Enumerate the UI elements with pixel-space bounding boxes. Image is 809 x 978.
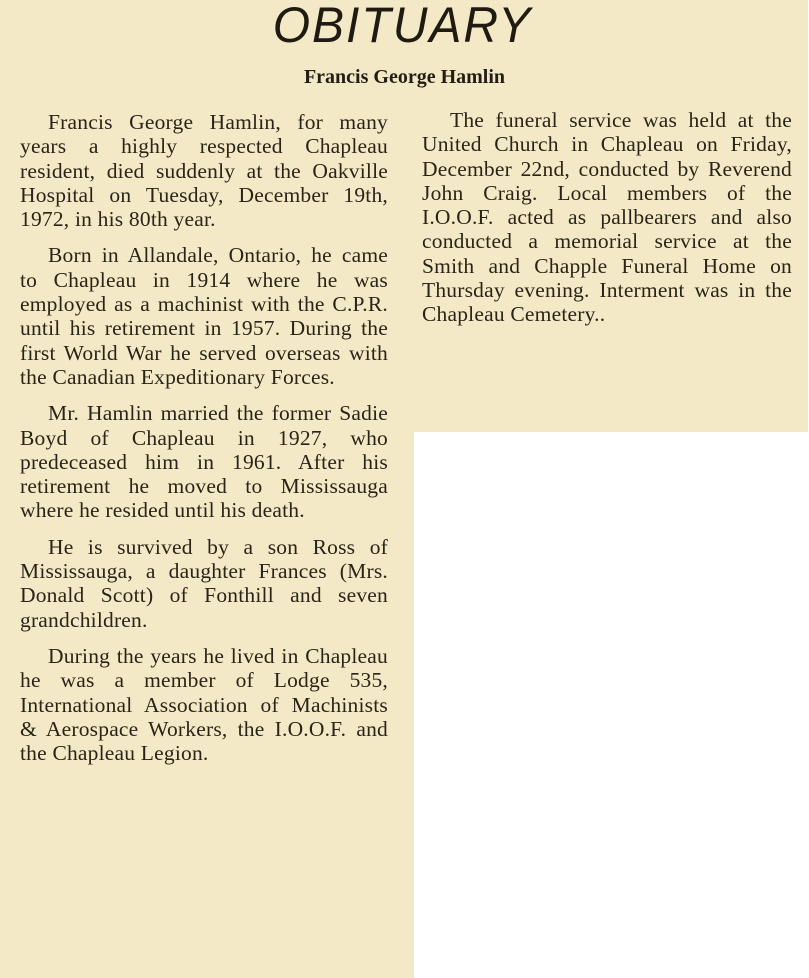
left-text-column — [20, 110, 388, 777]
paragraph: The funeral service was held at the United Church in Chapleau on Friday, December 22nd, conducted by Reverend John Craig. Local members of the I.O.O.F. acted as pallbearers and also conducted a memorial service at the Smith and Chapple Funeral Home on Thursday evening. Interment was in the Chapleau Cemetery.. — [422, 108, 792, 327]
paragraph: During the years he lived in Chapleau he was a member of Lodge 535, International Association of Machinists & Aerospace Workers, the I.O.O.F. and the Chapleau Legion. — [20, 643, 388, 766]
masthead-title: OBITUARY — [272, 0, 533, 54]
right-text-column — [422, 108, 792, 339]
paragraph: Mr. Hamlin married the former Sadie Boyd of Chapleau in 1927, who predeceased him in 1961. After his retirement he moved to Mississauga where he resided until his death. — [20, 401, 388, 523]
paragraph: He is survived by a son Ross of Mississauga, a daughter Frances (Mrs. Donald Scott) of Fonthill and seven grandchildren. — [20, 534, 388, 632]
paragraph: Francis George Hamlin, for many years a highly respected Chapleau resident, died suddenly at the Oakville Hospital on Tuesday, December 19th, 1972, in his 80th year. — [20, 110, 388, 232]
obituary-headline: Francis George Hamlin — [303, 66, 506, 88]
paragraph: Born in Allandale, Ontario, he came to Chapleau in 1914 where he was employed as a machinist with the C.P.R. until his retirement in 1957. During the first World War he served overseas with the Canadian Expeditionary Forces. — [20, 243, 388, 389]
